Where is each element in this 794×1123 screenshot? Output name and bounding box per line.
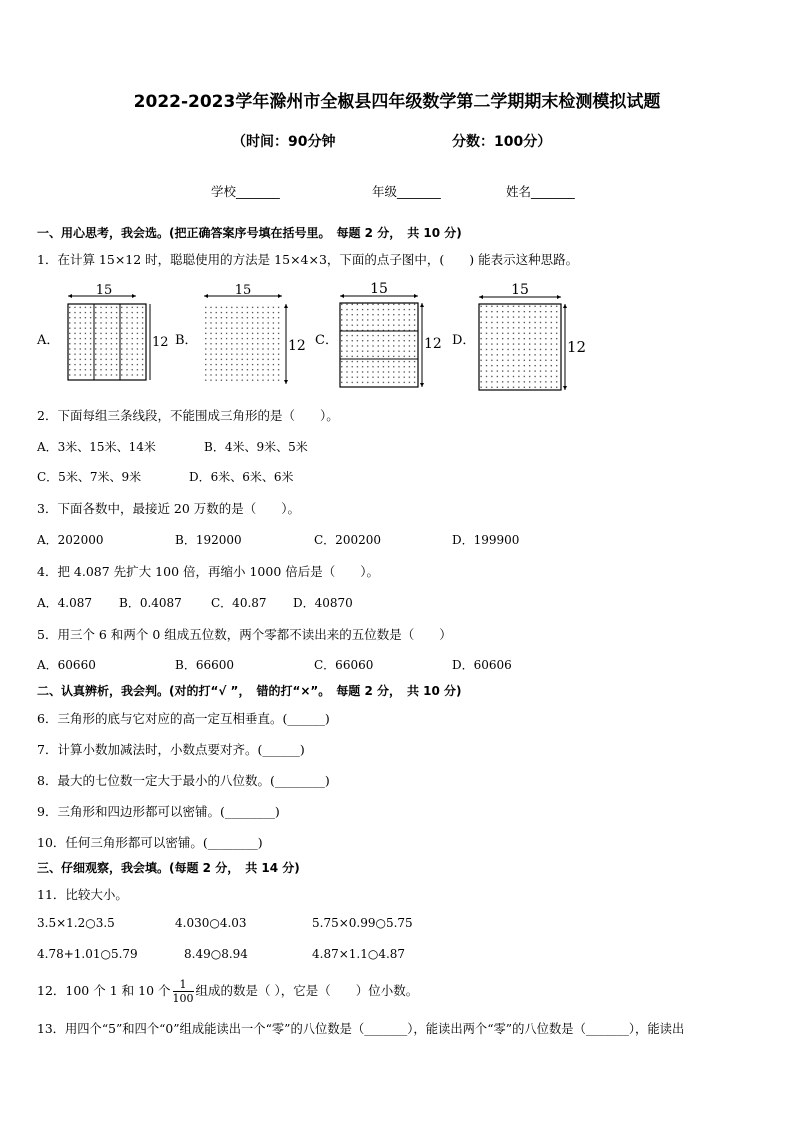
dot-grid-figure-a — [62, 283, 169, 384]
q11-compare-3: 5.75×0.99○5.75 — [312, 916, 413, 930]
question-13: 13．用四个“5”和四个“0”组成能读出一个“零”的八位数是（_______），能读出两个“零”的八位数是（_______），能读出 — [37, 1022, 685, 1036]
figure-b-height: 12 — [288, 338, 306, 354]
q2-option-b: B．4米、9米、5米 — [204, 440, 308, 454]
q11-compare-6: 4.87×1.1○4.87 — [312, 947, 406, 961]
exam-score: 分数：100分） — [452, 134, 552, 150]
question-10: 10．任何三角形都可以密铺。(________) — [37, 835, 263, 850]
figure-a-height: 12 — [152, 335, 169, 350]
q11-compare-5: 8.49○8.94 — [184, 947, 248, 961]
question-8: 8．最大的七位数一定大于最小的八位数。(________) — [37, 773, 330, 788]
dot-grid-figure-d — [473, 282, 593, 394]
q3-option-b: B．192000 — [175, 533, 242, 547]
section-2-heading: 二、认真辨析，我会判。(对的打“√ ”， 错的打“×”。 每题 2 分， 共 10 分) — [37, 684, 462, 698]
figure-d-label: D． — [452, 333, 476, 348]
q3-option-c: C．200200 — [314, 533, 381, 547]
fraction-denominator: 100 — [172, 992, 194, 1005]
q3-option-d: D．199900 — [452, 533, 520, 547]
q4-option-c: C．40.87 — [211, 596, 267, 610]
q2-option-d: D．6米、6米、6米 — [189, 470, 294, 484]
question-7: 7．计算小数加减法时，小数点要对齐。(______) — [37, 742, 305, 757]
figure-b-width: 15 — [234, 283, 252, 298]
q2-option-a: A．3米、15米、14米 — [37, 440, 156, 454]
q3-option-a: A．202000 — [37, 533, 104, 547]
name-field: 姓名_______ — [506, 184, 575, 199]
dot-grid-figure-c — [334, 281, 446, 391]
page-title: 2022-2023学年滁州市全椒县四年级数学第二学期期末检测模拟试题 — [133, 92, 661, 112]
q5-option-c: C．66060 — [314, 658, 374, 672]
fraction-numerator: 1 — [173, 979, 194, 992]
figure-c-height: 12 — [424, 336, 442, 352]
question-1: 1．在计算 15×12 时，聪聪使用的方法是 15×4×3，下面的点子图中，( ) 能表示这种思路。 — [37, 252, 579, 267]
q5-option-b: B．66600 — [175, 658, 234, 672]
figure-b-label: B． — [175, 333, 198, 348]
q4-option-d: D．40870 — [293, 596, 353, 610]
q5-option-a: A．60660 — [37, 658, 96, 672]
section-1-heading: 一、用心思考，我会选。(把正确答案序号填在括号里。 每题 2 分， 共 10 分) — [37, 226, 462, 240]
q12-text-after: 组成的数是（ ），它是（ ）位小数。 — [195, 983, 419, 998]
exam-time: （时间：90分钟 — [232, 134, 336, 150]
question-6: 6．三角形的底与它对应的高一定互相垂直。(______) — [37, 711, 330, 726]
figure-a-label: A． — [37, 333, 60, 348]
q2-option-c: C．5米、7米、9米 — [37, 470, 142, 484]
q11-compare-4: 4.78+1.01○5.79 — [37, 947, 138, 961]
question-11: 11．比较大小。 — [37, 887, 128, 902]
figure-d-width: 15 — [511, 282, 529, 298]
question-5: 5．用三个 6 和两个 0 组成五位数，两个零都不读出来的五位数是（ ） — [37, 627, 452, 642]
q4-option-a: A．4.087 — [37, 596, 93, 610]
question-9: 9．三角形和四边形都可以密铺。(________) — [37, 804, 280, 819]
q11-compare-2: 4.030○4.03 — [175, 916, 247, 930]
grade-field: 年级_______ — [372, 184, 441, 199]
school-field: 学校_______ — [211, 184, 280, 199]
figure-a-width: 15 — [95, 283, 113, 298]
q5-option-d: D．60606 — [452, 658, 512, 672]
dot-grid-figure-b — [198, 284, 308, 389]
question-3: 3．下面各数中，最接近 20 万数的是（ ）。 — [37, 501, 301, 516]
figure-d-height: 12 — [567, 338, 587, 356]
q12-text-before: 12．100 个 1 和 10 个 — [37, 983, 171, 998]
question-12 — [37, 974, 418, 1008]
fraction-1-100 — [173, 979, 194, 1004]
section-3-heading: 三、仔细观察，我会填。(每题 2 分， 共 14 分) — [37, 861, 300, 875]
q4-option-b: B．0.4087 — [119, 596, 182, 610]
figure-c-label: C． — [315, 333, 338, 348]
question-4: 4．把 4.087 先扩大 100 倍，再缩小 1000 倍后是（ ）。 — [37, 564, 379, 579]
figure-c-width: 15 — [370, 281, 388, 297]
q11-compare-1: 3.5×1.2○3.5 — [37, 916, 115, 930]
question-2: 2．下面每组三条线段，不能围成三角形的是（ ）。 — [37, 408, 339, 423]
